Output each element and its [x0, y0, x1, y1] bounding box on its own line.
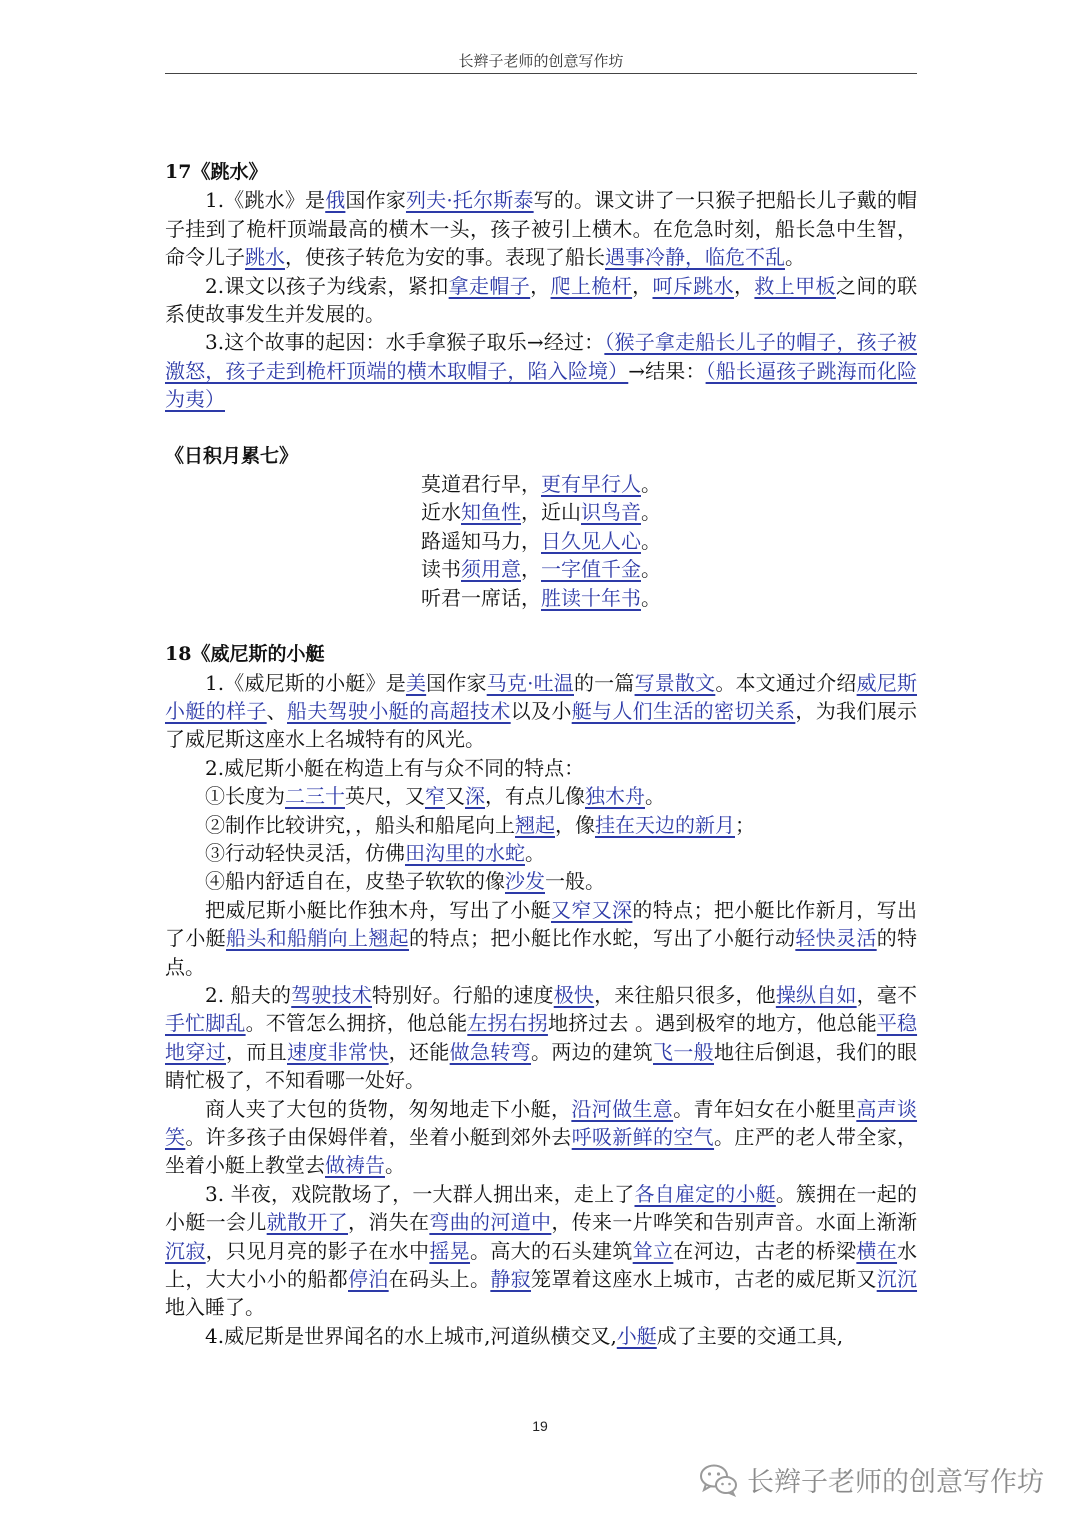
- answer-text: 日久见人心: [541, 528, 641, 553]
- daily-life: [165, 1095, 917, 1180]
- answer-text: 静寂: [490, 1267, 532, 1292]
- body-text: 地挤过去 。遇到极窄的地方，他总能: [547, 1011, 877, 1036]
- body-text: ，只见月亮的影子在水中: [205, 1238, 430, 1263]
- body-text: ，: [632, 273, 653, 298]
- body-text: ，像: [555, 812, 595, 837]
- answer-text: 救上甲板: [754, 273, 836, 298]
- body-text: 水上，大大小小的船都: [165, 1238, 918, 1292]
- body-text: ①长度为: [205, 784, 285, 809]
- body-text: 英尺，又: [345, 784, 425, 809]
- answer-text: 胜读十年书: [541, 585, 641, 610]
- body-text: 。: [385, 1153, 405, 1178]
- body-text: 莫道君行早，: [421, 472, 541, 497]
- body-text: ，来往船只很多，他: [594, 982, 776, 1007]
- body-text: 。: [785, 245, 805, 270]
- body-text: 4.威尼斯是世界闻名的水上城市,河道纵横交叉,: [205, 1323, 617, 1348]
- wechat-icon: [699, 1462, 739, 1498]
- answer-text: 更有早行人: [541, 472, 641, 497]
- body-text: 、: [266, 698, 288, 723]
- boatman-skill: [165, 981, 917, 1095]
- body-text: ，为我们展示了威尼斯这座水上名城特有的风光。: [165, 698, 918, 752]
- body-text: 。许多孩子由保姆伴着，坐着小艇到郊外去: [185, 1125, 572, 1149]
- body-text: ，而且: [226, 1039, 287, 1064]
- body-text: 笼罩着这座水上城市，古老的威尼斯又: [531, 1267, 877, 1292]
- body-text: ，传来一片哗笑和告别声音。水面上渐渐: [551, 1210, 918, 1235]
- rijiyuelei-title: 《日积月累七》: [165, 444, 299, 467]
- body-text: 。本文通过介绍: [715, 670, 857, 695]
- midnight-scene: [165, 1180, 917, 1322]
- answer-text: 须用意: [461, 557, 521, 582]
- poem-line: [165, 555, 917, 583]
- answer-text: 速度非常快: [287, 1039, 389, 1064]
- body-text: 之间的联系使故事发生并发展的。: [165, 273, 918, 327]
- answer-text: 驾驶技术: [291, 982, 372, 1007]
- body-text: 以及小: [510, 698, 572, 723]
- watermark: [699, 1460, 1044, 1499]
- body-text: ③行动轻快灵活，仿佛: [205, 840, 405, 865]
- answer-text: 爬上桅杆: [550, 273, 633, 298]
- body-text: 特别好。行船的速度: [372, 982, 554, 1007]
- answer-text: 深: [465, 784, 485, 809]
- poem-line: [165, 527, 917, 555]
- answer-text: 马克·吐温: [486, 670, 574, 695]
- body-text: 的一篇: [574, 670, 635, 695]
- page-number: 19: [532, 1418, 548, 1434]
- body-text: →结果：: [628, 358, 706, 383]
- answer-text: 翘起: [515, 812, 555, 837]
- answer-text: 沉寂: [165, 1238, 206, 1263]
- body-text: 国作家: [345, 188, 406, 213]
- body-text: 3. 半夜，戏院散场了，一大群人拥出来，走上了: [205, 1181, 635, 1206]
- body-text: 2.课文以孩子为线索，紧扣: [205, 273, 449, 298]
- body-text: 的特点；把小艇比作新月，写出了小艇: [165, 897, 918, 951]
- answer-text: 做急转弯: [449, 1039, 532, 1064]
- poem-block: [165, 470, 917, 612]
- body-text: 在码头上。: [388, 1267, 491, 1292]
- body-text: ，毫不: [856, 982, 918, 1007]
- spacer: [165, 612, 917, 640]
- answer-text: 写景散文: [634, 670, 716, 695]
- body-text: ；: [735, 812, 755, 837]
- feature-comfort: [165, 867, 917, 895]
- body-text: ④船内舒适自在，皮垫子软软的像: [205, 869, 505, 894]
- poem-line: [165, 584, 917, 612]
- spacer: [165, 414, 917, 442]
- answer-text: 挂在天边的新月: [595, 812, 735, 837]
- body-text: 3.这个故事的起因：水手拿猴子取乐→经过：: [205, 330, 605, 355]
- answer-text: 拿走帽子: [448, 273, 531, 298]
- body-text: 。: [641, 557, 661, 582]
- answer-text: 美: [405, 670, 427, 695]
- body-text: 一般。: [545, 869, 605, 894]
- body-text: 地入睡了。: [165, 1295, 265, 1320]
- body-text: 成了主要的交通工具,: [656, 1323, 844, 1348]
- watermark-text: 长辫子老师的创意写作坊: [747, 1467, 1044, 1498]
- body-text: ，还能: [388, 1039, 450, 1064]
- body-text: ，: [521, 557, 541, 582]
- body-text: 商人夹了大包的货物，匆匆地走下小艇，: [205, 1096, 572, 1121]
- body-text: ，消失在: [348, 1210, 430, 1235]
- answer-text: 一字值千金: [541, 557, 641, 582]
- answer-text: 飞一般: [653, 1039, 715, 1064]
- answer-text: 轻快灵活: [795, 926, 877, 951]
- lesson17-title: 17《跳水》: [165, 161, 268, 183]
- metaphor-summary: [165, 896, 917, 981]
- body-text: 。青年妇女在小艇里: [673, 1096, 857, 1121]
- page-header: 长辫子老师的创意写作坊: [458, 52, 624, 70]
- body-text: 国作家: [426, 670, 487, 695]
- body-text: 在河边，古老的桥梁: [673, 1238, 857, 1263]
- answer-text: 沙发: [505, 869, 545, 894]
- body-text: 把威尼斯小艇比作独木舟，写出了小艇: [205, 897, 551, 922]
- lesson17-point2: [165, 272, 917, 329]
- feature-craft: [165, 811, 917, 839]
- body-text: ，: [530, 273, 551, 298]
- body-text: 读书: [421, 557, 461, 582]
- body-text: ，有点儿像: [485, 784, 585, 809]
- answer-text: 遇事冷静，临危不乱: [605, 245, 785, 270]
- body-text: 的特点；把小艇比作水蛇，写出了小艇行动: [409, 926, 796, 951]
- body-text: 。高大的石头建筑: [470, 1238, 633, 1263]
- feature-agility: [165, 839, 917, 867]
- body-text: 近水: [421, 500, 461, 525]
- poem-line: [165, 470, 917, 498]
- header-rule: [165, 73, 917, 74]
- answer-text: 停泊: [348, 1267, 389, 1292]
- answer-text: 呵斥跳水: [652, 273, 735, 298]
- answer-text: 列夫·托尔斯泰: [405, 188, 534, 213]
- body-text: ，使孩子转危为安的事。表现了船长: [285, 245, 605, 270]
- lesson17-point1: [165, 186, 917, 271]
- body-text: 又: [445, 784, 465, 809]
- body-text: 写的。课文讲了一只猴子把船长儿子戴的帽子挂到了桅杆顶端最高的横木一头，孩子被引上横木。在危急时刻，船长急中生智，命令儿子: [165, 188, 918, 270]
- body-text: 。: [641, 472, 661, 497]
- answer-text: 田沟里的水蛇: [405, 840, 525, 865]
- answer-text: （船长逼孩子跳海而化险为夷）: [165, 358, 918, 412]
- water-city: [165, 1322, 917, 1350]
- answer-text: 艇与人们生活的密切关系: [571, 698, 796, 723]
- answer-text: 弯曲的河道中: [429, 1210, 552, 1235]
- lesson18-title: 18《威尼斯的小艇: [165, 643, 325, 666]
- body-text: ，: [734, 273, 755, 298]
- answer-text: 呼吸新鲜的空气: [571, 1125, 715, 1149]
- body-text: ②制作比较讲究，，船头和船尾向上: [205, 812, 515, 837]
- body-text: 1.《威尼斯的小艇》是: [205, 670, 406, 695]
- body-text: 听君一席话，: [421, 585, 541, 610]
- answer-text: 二三十: [285, 784, 345, 809]
- body-text: 。: [525, 840, 545, 865]
- lesson18-point2: 2.威尼斯小艇在构造上有与众不同的特点：: [205, 755, 585, 780]
- body-text: 路遥知马力，: [421, 528, 541, 553]
- body-text: 1.《跳水》是: [205, 188, 326, 213]
- answer-text: 威尼斯小艇的样子: [165, 670, 917, 723]
- answer-text: 独木舟: [585, 784, 645, 809]
- answer-text: 耸立: [632, 1238, 674, 1263]
- answer-text: 知鱼性: [461, 500, 521, 525]
- answer-text: 识鸟音: [581, 500, 641, 525]
- answer-text: 平稳地穿过: [165, 1011, 918, 1064]
- answer-text: 摇晃: [429, 1238, 471, 1263]
- lesson18-point1: [165, 669, 917, 754]
- body-text: ，近山: [521, 500, 581, 525]
- answer-text: 高声谈笑: [165, 1096, 918, 1149]
- answer-text: 又窄又深: [551, 897, 633, 922]
- body-text: 。不管怎么拥挤，他总能: [245, 1011, 468, 1036]
- answer-text: 沿河做生意: [571, 1096, 674, 1121]
- body-text: 地往后倒退，我们的眼睛忙极了，不知看哪一处好。: [165, 1039, 918, 1093]
- answer-text: 极快: [553, 982, 595, 1007]
- body-text: 。两边的建筑: [531, 1039, 654, 1064]
- body-text: 2. 船夫的: [205, 982, 292, 1007]
- feature-length: [165, 782, 917, 810]
- answer-text: 手忙脚乱: [165, 1011, 246, 1036]
- answer-text: 左拐右拐: [467, 1011, 548, 1036]
- answer-text: 做祷告: [325, 1153, 385, 1178]
- body-text: 。: [641, 500, 661, 525]
- answer-text: 各自雇定的小艇: [634, 1181, 776, 1206]
- body-text: 。簇拥在一起的小艇一会儿: [165, 1181, 917, 1235]
- answer-text: （猴子拿走船长儿子的帽子，孩子被激怒，孩子走到桅杆顶端的横木取帽子，陷入险境）: [165, 330, 917, 383]
- answer-text: 操纵自如: [775, 982, 857, 1007]
- body-text: 。: [641, 528, 661, 553]
- answer-text: 窄: [425, 784, 445, 809]
- poem-line: [165, 498, 917, 526]
- answer-text: 小艇: [616, 1323, 657, 1348]
- lesson17-point3: [165, 328, 917, 413]
- answer-text: 船头和船艄向上翘起: [226, 926, 409, 951]
- body-text: 。: [645, 784, 665, 809]
- answer-text: 就散开了: [266, 1210, 349, 1235]
- document-body: [165, 158, 917, 1350]
- answer-text: 俄: [325, 188, 346, 213]
- body-text: 。庄严的老人带全家，坐着小艇上教堂去: [165, 1125, 918, 1178]
- answer-text: 船夫驾驶小艇的高超技术: [287, 698, 511, 723]
- body-text: 。: [641, 585, 661, 610]
- answer-text: 沉沉: [876, 1267, 918, 1292]
- answer-text: 横在: [856, 1238, 898, 1263]
- answer-text: 跳水: [245, 245, 285, 270]
- body-text: 的特点。: [165, 926, 918, 979]
